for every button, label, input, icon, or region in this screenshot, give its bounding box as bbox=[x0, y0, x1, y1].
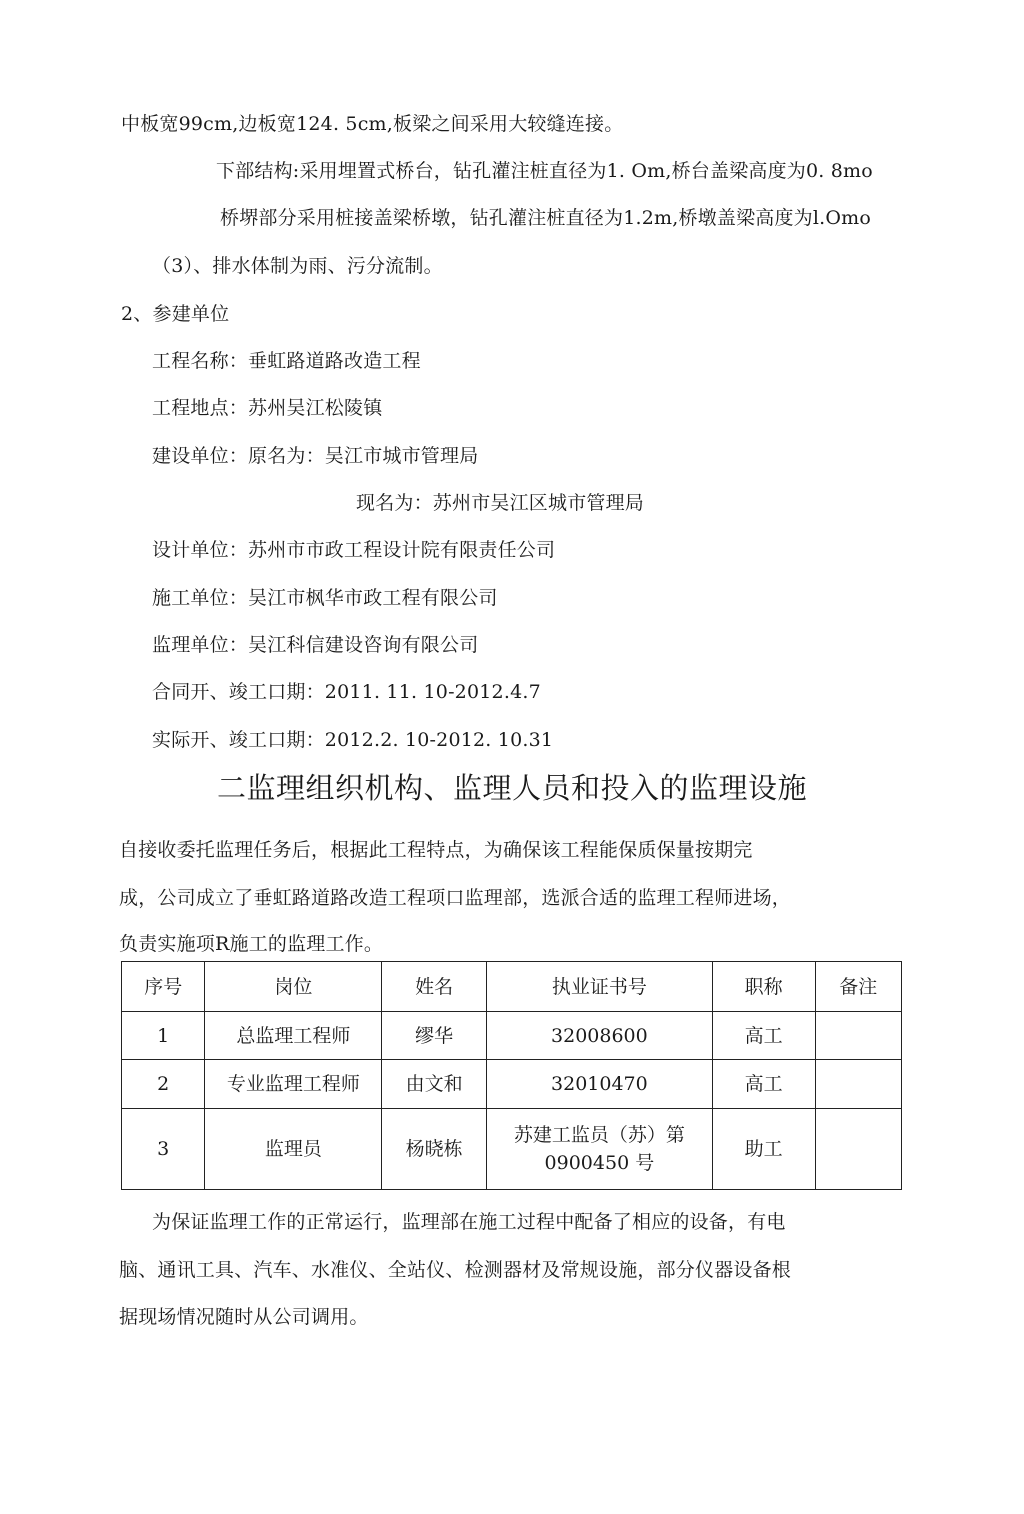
cell-name: 由文和 bbox=[382, 1060, 487, 1109]
header-name: 姓名 bbox=[382, 962, 487, 1012]
paragraph-slab-width: 中板宽99cm,边板宽124. 5cm,板梁之间采用大较缝连接。 bbox=[121, 113, 624, 135]
actual-dates: 实际开、竣工口期：2012.2. 10-2012. 10.31 bbox=[152, 729, 554, 751]
cell-title: 高工 bbox=[712, 1060, 815, 1109]
cell-name: 缪华 bbox=[382, 1012, 487, 1060]
paragraph-substructure: 下部结构:采用埋置式桥台，钻孔灌注桩直径为1. Om,桥台盖梁高度为0. 8mo bbox=[216, 160, 873, 182]
table-row bbox=[122, 1012, 902, 1060]
cell-serial: 1 bbox=[122, 1012, 205, 1060]
certificate-line-2: 0900450 号 bbox=[544, 1152, 655, 1174]
cell-remarks bbox=[815, 1012, 901, 1060]
owner-current-name: 现名为：苏州市吴江区城市管理局 bbox=[356, 492, 645, 514]
cell-title: 助工 bbox=[712, 1109, 815, 1190]
project-location: 工程地点：苏州吴江松陵镇 bbox=[152, 397, 383, 419]
project-name: 工程名称：垂虹路道路改造工程 bbox=[152, 350, 421, 372]
closing-line-2: 脑、通讯工具、汽车、水准仪、全站仪、检测器材及常规设施，部分仪器设备根 bbox=[119, 1259, 792, 1281]
cell-position: 专业监理工程师 bbox=[205, 1060, 382, 1109]
table-row bbox=[122, 1109, 902, 1190]
header-remarks: 备注 bbox=[815, 962, 901, 1012]
cell-certificate bbox=[487, 1109, 713, 1190]
cell-serial: 3 bbox=[122, 1109, 205, 1190]
section-participants-title: 2、参建单位 bbox=[121, 303, 230, 325]
contract-dates: 合同开、竣工口期：2011. 11. 10-2012.4.7 bbox=[152, 681, 541, 703]
table-row bbox=[122, 1060, 902, 1109]
header-position: 岗位 bbox=[205, 962, 382, 1012]
construction-unit: 施工单位：吴江市枫华市政工程有限公司 bbox=[152, 587, 498, 609]
closing-line-1: 为保证监理工作的正常运行，监理部在施工过程中配备了相应的设备，有电 bbox=[152, 1211, 786, 1233]
section-heading: 二监理组织机构、监理人员和投入的监理设施 bbox=[216, 771, 807, 805]
cell-remarks bbox=[815, 1109, 901, 1190]
supervision-unit: 监理单位：吴江科信建设咨询有限公司 bbox=[152, 634, 479, 656]
staff-table bbox=[121, 961, 902, 1190]
paragraph-pier: 桥堺部分采用桩接盖梁桥墩，钻孔灌注桩直径为1.2m,桥墩盖梁高度为l.Omo bbox=[220, 207, 872, 229]
design-unit: 设计单位：苏州市市政工程设计院有限责任公司 bbox=[152, 539, 556, 561]
intro-line-2: 成，公司成立了垂虹路道路改造工程项口监理部，选派合适的监理工程师进场， bbox=[119, 887, 792, 909]
cell-name: 杨晓栋 bbox=[382, 1109, 487, 1190]
cell-title: 高工 bbox=[712, 1012, 815, 1060]
paragraph-drainage: （3）、排水体制为雨、污分流制。 bbox=[152, 255, 443, 277]
table-header-row bbox=[122, 962, 902, 1012]
cell-position: 总监理工程师 bbox=[205, 1012, 382, 1060]
closing-line-3: 据现场情况随时从公司调用。 bbox=[119, 1306, 369, 1328]
header-title: 职称 bbox=[712, 962, 815, 1012]
intro-line-1: 自接收委托监理任务后，根据此工程特点，为确保该工程能保质保量按期完 bbox=[119, 839, 753, 861]
owner-former-name: 建设单位：原名为：吴江市城市管理局 bbox=[152, 445, 479, 467]
header-certificate: 执业证书号 bbox=[487, 962, 713, 1012]
cell-certificate: 32010470 bbox=[487, 1060, 713, 1109]
cell-certificate: 32008600 bbox=[487, 1012, 713, 1060]
header-serial: 序号 bbox=[122, 962, 205, 1012]
cell-position: 监理员 bbox=[205, 1109, 382, 1190]
intro-line-3: 负责实施项R施工的监理工作。 bbox=[119, 933, 384, 955]
cell-remarks bbox=[815, 1060, 901, 1109]
certificate-line-1: 苏建工监员（苏）第 bbox=[513, 1124, 685, 1146]
cell-serial: 2 bbox=[122, 1060, 205, 1109]
